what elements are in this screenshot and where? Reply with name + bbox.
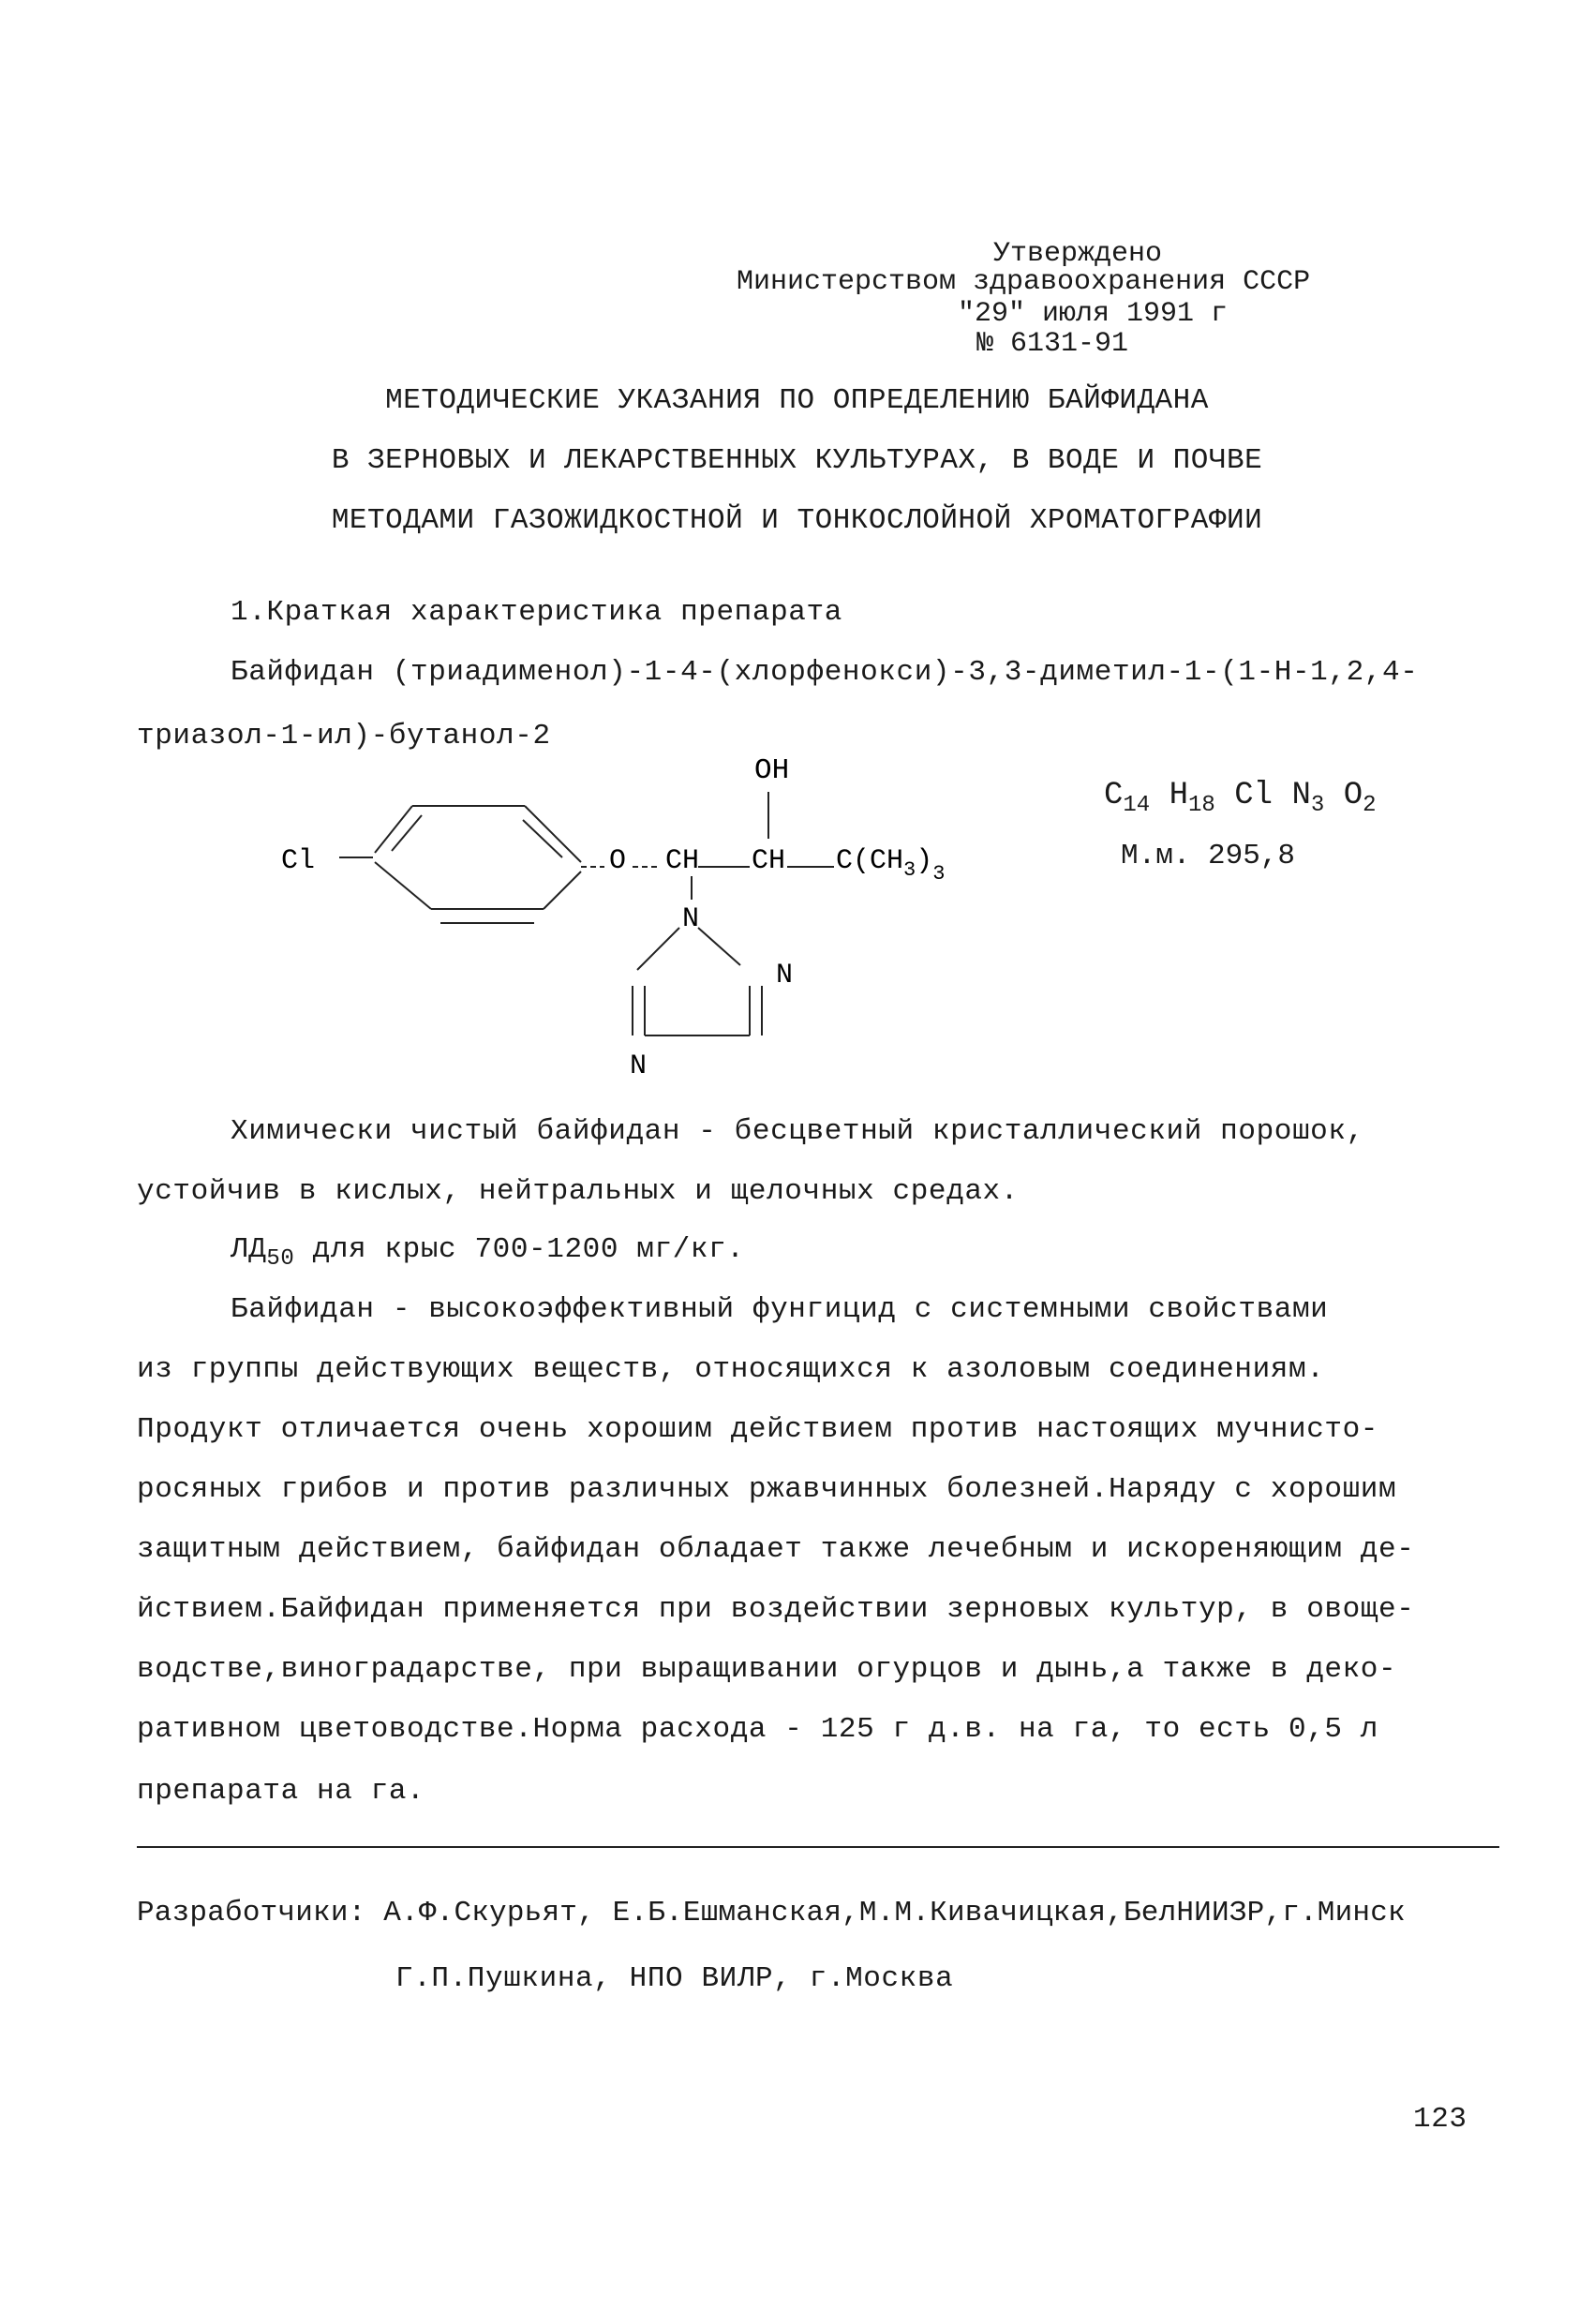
oh-label: OH (754, 754, 790, 787)
svg-text:C(CH3)3 (836, 845, 945, 886)
paragraph-2-line-9: препарата на га. (137, 1775, 425, 1808)
formula-n: N (1291, 778, 1311, 813)
structural-formula (281, 740, 1031, 1096)
oxygen-label: O (609, 845, 627, 877)
approval-number: № 6131-91 (976, 328, 1129, 360)
cch3-sub2: 3 (932, 862, 946, 886)
paragraph-2-line-2: из группы действующих веществ, относящихся к азоловым соединениям. (137, 1353, 1325, 1386)
paragraph-1-line-2: устойчив в кислых, нейтральных и щелочных средах. (137, 1175, 1019, 1208)
paragraph-2-line-3: Продукт отличается очень хорошим действием против настоящих мучнисто- (137, 1413, 1379, 1446)
molecular-mass: М.м. 295,8 (1121, 840, 1296, 872)
formula-o: O (1343, 778, 1363, 813)
formula-cl: Cl (1234, 778, 1274, 813)
ch1-label: CH (665, 845, 700, 877)
ld-prefix: ЛД (231, 1233, 267, 1266)
paragraph-2-line-8: ративном цветоводстве.Норма расхода - 125 г д.в. на га, то есть 0,5 л (137, 1713, 1379, 1746)
paragraph-2-line-6: йствием.Байфидан применяется при воздействии зерновых культур, в овоще- (137, 1593, 1415, 1626)
paragraph-2-line-5: защитным действием, байфидан обладает также лечебным и искореняющим де- (137, 1533, 1415, 1566)
page-number: 123 (1413, 2103, 1467, 2136)
cch3-sub: 3 (903, 858, 916, 882)
n-top-label: N (682, 903, 700, 935)
ch2-label: CH (752, 845, 786, 877)
doc-title-line-1: МЕТОДИЧЕСКИЕ УКАЗАНИЯ ПО ОПРЕДЕЛЕНИЮ БАЙФИДАНА (385, 384, 1209, 417)
cl-label: Cl (281, 845, 316, 877)
doc-title-line-3: МЕТОДАМИ ГАЗОЖИДКОСТНОЙ И ТОНКОСЛОЙНОЙ ХРОМАТОГРАФИИ (331, 504, 1263, 537)
molecular-formula (1104, 778, 1377, 818)
cch3-label: C(CH (836, 845, 904, 877)
footer-divider (137, 1846, 1499, 1848)
developers-line-1: Разработчики: А.Ф.Скурьят, Е.Б.Ешманская,М.М.Кивачицкая,БелНИИЗР,г.Минск (137, 1897, 1406, 1929)
formula-h-count: 18 (1188, 793, 1215, 818)
approval-line-2: Министерством здравоохранения СССР (737, 266, 1311, 298)
paragraph-2-line-7: водстве,виноградарстве, при выращивании огурцов и дынь,а также в деко- (137, 1653, 1397, 1686)
formula-o-count: 2 (1363, 793, 1377, 818)
doc-title-line-2: В ЗЕРНОВЫХ И ЛЕКАРСТВЕННЫХ КУЛЬТУРАХ, В ВОДЕ И ПОЧВЕ (331, 444, 1263, 477)
n-right-label: N (776, 960, 794, 991)
section-heading: 1.Краткая характеристика препарата (231, 596, 842, 629)
ld-sub: 50 (266, 1246, 295, 1272)
developers-line-2: Г.П.Пушкина, НПО ВИЛР, г.Москва (395, 1962, 954, 1995)
n-bottom-label: N (630, 1050, 648, 1082)
formula-c: C (1104, 778, 1124, 813)
paragraph-2-line-4: росяных грибов и против различных ржавчинных болезней.Наряду с хорошим (137, 1473, 1397, 1506)
formula-n-count: 3 (1310, 793, 1325, 818)
approval-date: "29" июля 1991 г (958, 298, 1229, 330)
chemical-name-line-2: триазол-1-ил)-бутанол-2 (137, 720, 551, 752)
formula-h: H (1169, 778, 1189, 813)
paragraph-1-line-1: Химически чистый байфидан - бесцветный кристаллический порошок, (231, 1115, 1364, 1148)
approval-line-1: Утверждено (993, 238, 1163, 270)
cch3-close: ) (916, 845, 933, 877)
ld50-line (231, 1233, 745, 1272)
chemical-name-line-1: Байфидан (триадименол)-1-4-(хлорфенокси)-3,3-диметил-1-(1-Н-1,2,4- (231, 656, 1419, 689)
ld-rest: для крыс 700-1200 мг/кг. (294, 1233, 745, 1266)
paragraph-2-line-1: Байфидан - высокоэффективный фунгицид с системными свойствами (231, 1293, 1329, 1326)
formula-c-count: 14 (1123, 793, 1151, 818)
